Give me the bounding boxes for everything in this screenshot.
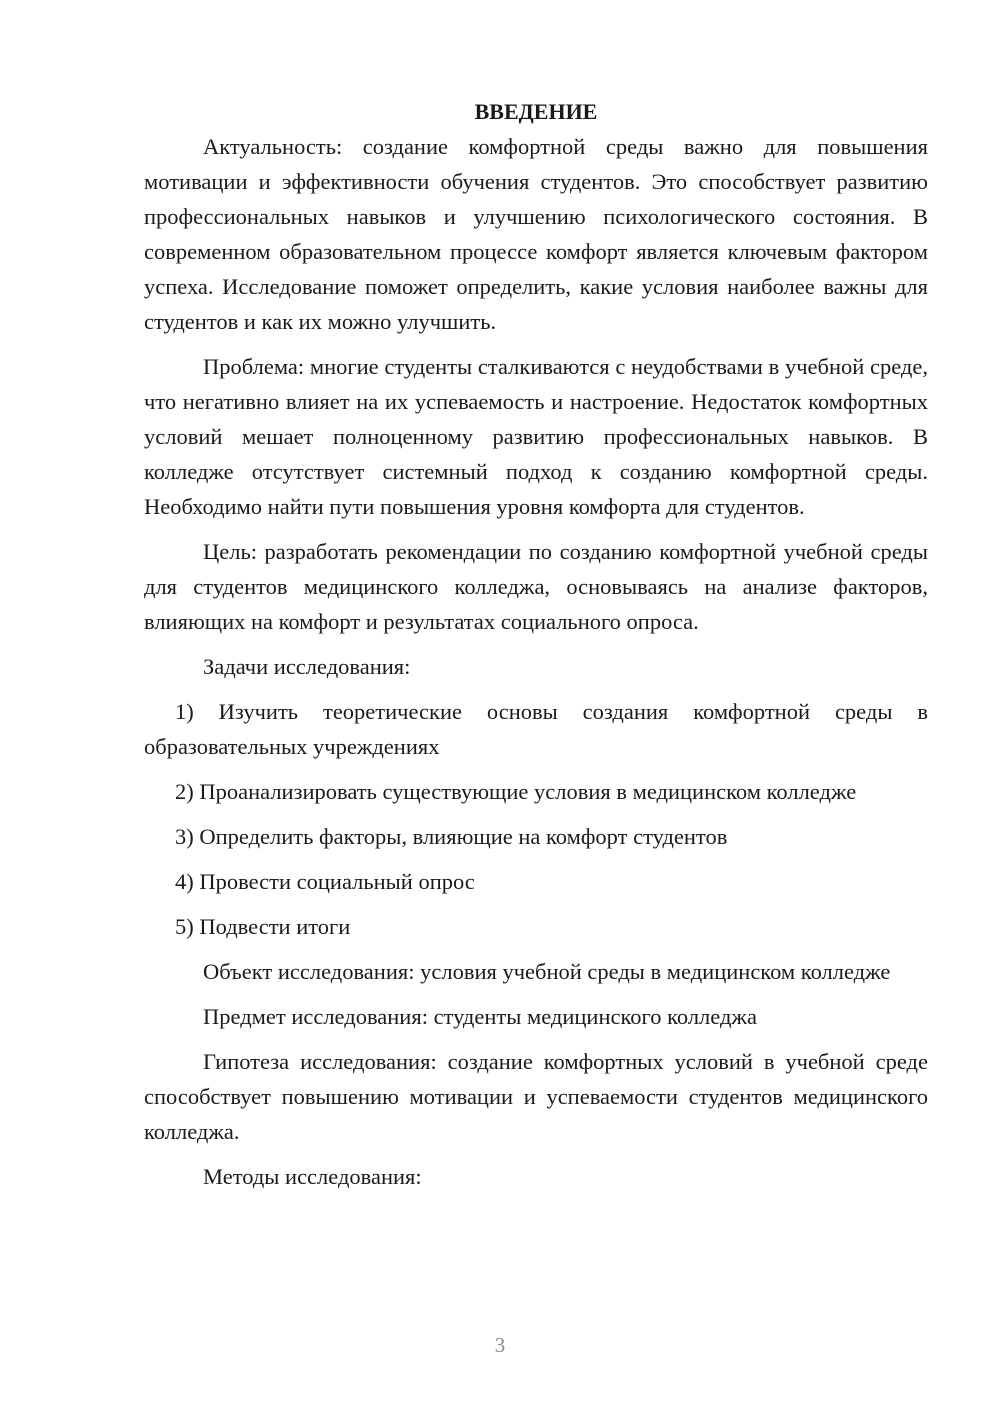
paragraph-problem: Проблема: многие студенты сталкиваются с неудобствами в учебной среде, что негативно влияет на их успеваемость и настроение. Недостаток комфортных условий мешает полноценному развитию профессиональных навыков. В колледже отсутствует системный подход к созданию комфортной среды. Необходимо найти пути повышения уровня комфорта для студентов.	[144, 354, 928, 519]
paragraph-relevance: Актуальность: создание комфортной среды важно для повышения мотивации и эффективности обучения студентов. Это способствует развитию профессиональных навыков и улучшению психологического состояния. В современном образовательном процессе комфорт является ключевым фактором успеха. Исследование поможет определить, какие условия наиболее важны для студентов и как их можно улучшить.	[144, 134, 928, 334]
section-title: ВВЕДЕНИЕ	[474, 99, 598, 124]
paragraph-subject: Предмет исследования: студенты медицинского колледжа	[203, 1004, 757, 1029]
paragraph-tasks-heading: Задачи исследования:	[203, 654, 411, 679]
paragraph-methods: Методы исследования:	[203, 1164, 422, 1189]
paragraph-goal: Цель: разработать рекомендации по созданию комфортной учебной среды для студентов медицинского колледжа, основываясь на анализе факторов, влияющих на комфорт и результатах социального опроса.	[144, 539, 928, 634]
task-item-3: 3) Определить факторы, влияющие на комфорт студентов	[175, 824, 728, 849]
page-number: 3	[494, 1333, 506, 1357]
task-item-2: 2) Проанализировать существующие условия в медицинском колледже	[175, 779, 857, 804]
task-item-5: 5) Подвести итоги	[175, 914, 351, 939]
paragraph-hypothesis: Гипотеза исследования: создание комфортных условий в учебной среде способствует повышению мотивации и успеваемости студентов медицинского колледжа.	[144, 1049, 928, 1144]
document-page	[144, 94, 928, 1204]
task-item-4: 4) Провести социальный опрос	[175, 869, 475, 894]
paragraph-object: Объект исследования: условия учебной среды в медицинском колледже	[203, 959, 891, 984]
task-item-1: 1) Изучить теоретические основы создания комфортной среды в образовательных учреждениях	[144, 699, 928, 759]
